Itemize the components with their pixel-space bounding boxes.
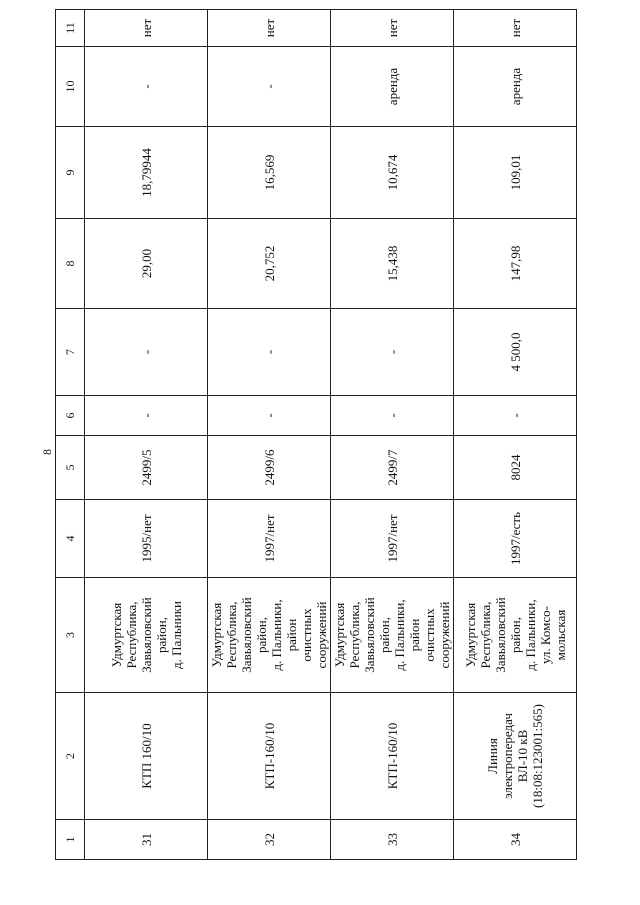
- name-line: ВЛ-10 кВ: [515, 729, 530, 783]
- col5-cell: 2499/6: [208, 436, 331, 500]
- location-line: Республика,: [123, 601, 139, 669]
- table-row: [454, 10, 577, 860]
- col8-cell: 20,752: [208, 219, 331, 309]
- table-row: [331, 10, 454, 860]
- document-table-area: [55, 10, 575, 860]
- col10-cell: -: [208, 47, 331, 127]
- header-cell: 6: [56, 396, 85, 436]
- header-cell: 9: [56, 127, 85, 219]
- object-location: [208, 578, 331, 693]
- col9-cell: 10,674: [331, 127, 454, 219]
- year-cell: 1997/есть: [454, 500, 577, 578]
- location-line: Удмуртская: [108, 602, 124, 668]
- location-line: район,: [254, 617, 269, 653]
- header-cell: 5: [56, 436, 85, 500]
- header-cell: 8: [56, 219, 85, 309]
- location-line: сооружений: [314, 601, 329, 669]
- location-line: д. Пальники,: [522, 599, 538, 671]
- header-cell: 2: [56, 693, 85, 820]
- col11-cell: нет: [208, 10, 331, 47]
- location-line: сооружений: [437, 601, 452, 669]
- col10-cell: аренда: [331, 47, 454, 127]
- location-line: ул. Комсо-: [537, 605, 553, 665]
- col10-cell: -: [85, 47, 208, 127]
- year-cell: 1995/нет: [85, 500, 208, 578]
- header-row: [56, 10, 85, 860]
- location-line: район,: [377, 617, 392, 653]
- col11-cell: нет: [454, 10, 577, 47]
- location-line: очистных: [422, 608, 437, 662]
- object-name: [454, 693, 577, 820]
- object-location: [454, 578, 577, 693]
- location-line: Удмуртская: [332, 602, 347, 668]
- object-name: КТП 160/10: [85, 693, 208, 820]
- row-number: 34: [454, 820, 577, 860]
- location-line: Завьяловский: [362, 597, 377, 673]
- row-number: 33: [331, 820, 454, 860]
- year-cell: 1997/нет: [208, 500, 331, 578]
- object-location: [85, 578, 208, 693]
- name-line: Линия: [485, 738, 500, 774]
- col5-cell: 2499/7: [331, 436, 454, 500]
- location-line: Завьяловский: [492, 597, 508, 673]
- col5-cell: 8024: [454, 436, 577, 500]
- row-number: 32: [208, 820, 331, 860]
- location-line: Завьяловский: [138, 597, 154, 673]
- location-line: д. Пальники,: [269, 599, 284, 671]
- location-line: район,: [153, 617, 169, 653]
- page-number: 8: [40, 449, 54, 455]
- col6-cell: -: [208, 396, 331, 436]
- col11-cell: нет: [85, 10, 208, 47]
- name-line: электропередач: [500, 713, 515, 799]
- col10-cell: аренда: [454, 47, 577, 127]
- col5-cell: 2499/5: [85, 436, 208, 500]
- object-name: КТП-160/10: [208, 693, 331, 820]
- property-table: [55, 9, 577, 860]
- name-line: (18:08:123001:565): [530, 704, 545, 808]
- col6-cell: -: [331, 396, 454, 436]
- table-row: [85, 10, 208, 860]
- col7-cell: -: [331, 309, 454, 396]
- location-line: д. Пальники: [168, 601, 184, 669]
- object-name: КТП-160/10: [331, 693, 454, 820]
- location-line: д. Пальники,: [392, 599, 407, 671]
- location-line: район: [284, 618, 299, 652]
- col6-cell: -: [454, 396, 577, 436]
- location-line: Республика,: [347, 601, 362, 669]
- header-cell: 11: [56, 10, 85, 47]
- location-line: Республика,: [477, 601, 493, 669]
- col8-cell: 147,98: [454, 219, 577, 309]
- col9-cell: 109,01: [454, 127, 577, 219]
- header-cell: 1: [56, 820, 85, 860]
- location-line: Удмуртская: [462, 602, 478, 668]
- col9-cell: 18,79944: [85, 127, 208, 219]
- object-location: [331, 578, 454, 693]
- col8-cell: 29,00: [85, 219, 208, 309]
- location-line: Завьяловский: [239, 597, 254, 673]
- location-line: район,: [507, 617, 523, 653]
- col8-cell: 15,438: [331, 219, 454, 309]
- location-line: Республика,: [224, 601, 239, 669]
- year-cell: 1997/нет: [331, 500, 454, 578]
- header-cell: 3: [56, 578, 85, 693]
- location-line: Удмуртская: [209, 602, 224, 668]
- location-line: район: [407, 618, 422, 652]
- col9-cell: 16,569: [208, 127, 331, 219]
- header-cell: 7: [56, 309, 85, 396]
- table-row: [208, 10, 331, 860]
- header-cell: 4: [56, 500, 85, 578]
- location-line: очистных: [299, 608, 314, 662]
- row-number: 31: [85, 820, 208, 860]
- col7-cell: -: [85, 309, 208, 396]
- col6-cell: -: [85, 396, 208, 436]
- header-cell: 10: [56, 47, 85, 127]
- col11-cell: нет: [331, 10, 454, 47]
- location-line: мольская: [552, 609, 568, 661]
- col7-cell: 4 500,0: [454, 309, 577, 396]
- col7-cell: -: [208, 309, 331, 396]
